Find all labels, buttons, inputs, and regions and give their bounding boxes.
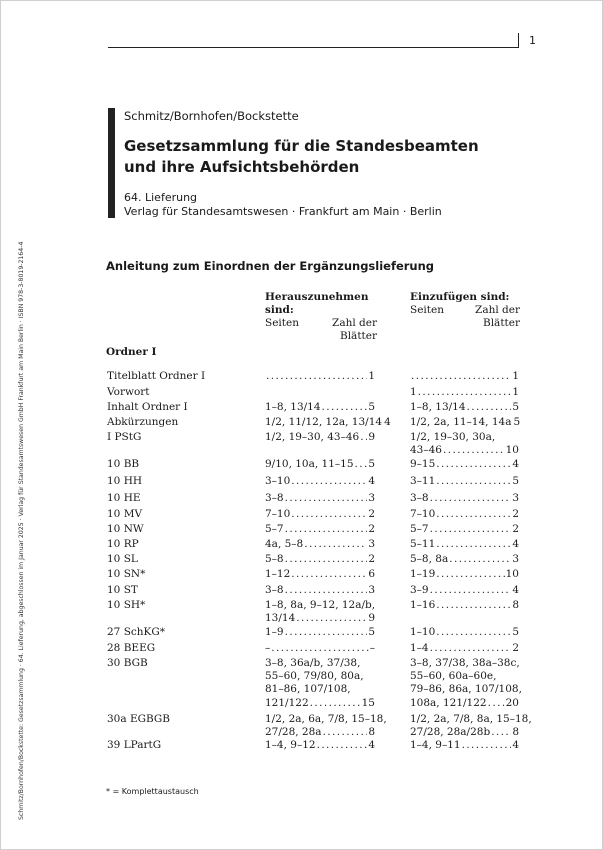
remove-line [265, 458, 375, 471]
remove-line [265, 657, 375, 670]
remove-sheet-count: 9 [368, 431, 375, 443]
dot-leader [436, 626, 511, 639]
dot-leader [436, 475, 511, 488]
dot-leader [285, 553, 368, 566]
remove-sheet-count: 4 [384, 416, 391, 428]
insert-line [410, 538, 519, 551]
insert-line [410, 386, 519, 399]
insert-line [410, 458, 519, 471]
remove-pages: 55–60, 79/80, 80a, [265, 670, 364, 683]
publication-info [124, 191, 442, 219]
insert-cell [410, 642, 519, 655]
remove-cell [265, 458, 375, 471]
insert-pages: 27/28, 28a/28b [410, 726, 491, 739]
footnote: * = Komplettaustausch [106, 787, 199, 796]
remove-line [265, 683, 375, 696]
remove-sheet-count: 5 [368, 401, 375, 413]
insert-sheet-count: 8 [512, 726, 519, 739]
remove-line [265, 713, 387, 726]
row-label: Vorwort [107, 386, 150, 398]
remove-title: Herauszunehmen sind: [265, 291, 369, 316]
dot-leader [488, 697, 505, 710]
insert-sheet-count: 8 [512, 599, 519, 611]
remove-sheet-count: 5 [368, 626, 375, 638]
remove-pages: 81–86, 107/108, [265, 683, 351, 696]
insert-pages: 3–11 [410, 475, 436, 487]
insert-line [410, 657, 519, 670]
insert-cell [410, 538, 519, 551]
remove-pages: 7–10 [265, 508, 291, 520]
insert-sheet-count: 5 [512, 626, 519, 638]
insert-pages: 5–7 [410, 523, 429, 535]
title-line-1: Gesetzsammlung für die Standesbeamten [124, 137, 479, 155]
publisher: Verlag für Standesamtswesen · Frankfurt am Main · Berlin [124, 205, 442, 218]
insert-sheet-count: 4 [512, 584, 519, 596]
remove-cell [265, 568, 375, 581]
dot-leader [436, 458, 511, 471]
dot-leader [291, 475, 367, 488]
remove-pages: 4a, 5–8 [265, 538, 304, 550]
dot-leader [285, 584, 368, 597]
remove-line [265, 599, 375, 612]
remove-line [265, 612, 375, 625]
remove-cell [265, 739, 375, 752]
dot-leader [411, 370, 511, 383]
dot-leader [317, 739, 368, 752]
remove-pages: 121/122 [265, 696, 309, 709]
insert-pages: 1 [410, 386, 417, 398]
row-label: 27 SchKG* [107, 626, 166, 638]
insert-pages-label: Seiten [410, 304, 444, 316]
remove-line [265, 553, 375, 566]
insert-cell [410, 584, 519, 597]
insert-pages: 7–10 [410, 508, 436, 520]
dot-leader [285, 626, 368, 639]
dot-leader [491, 726, 511, 739]
dot-leader [271, 642, 369, 655]
insert-line [410, 726, 519, 739]
remove-sheet-count: 2 [368, 523, 375, 535]
remove-line [265, 568, 375, 581]
remove-line [265, 626, 375, 639]
row-label: 30a EGBGB [107, 713, 171, 725]
remove-sheet-count: 3 [368, 584, 375, 596]
insert-sheet-count: 20 [505, 696, 519, 709]
insert-pages: 43–46 [410, 444, 442, 457]
dot-leader [430, 584, 512, 597]
dot-leader [430, 523, 512, 536]
insert-pages: 1/2, 19–30, 30a, [410, 431, 496, 443]
remove-pages: 27/28, 28a [265, 726, 322, 739]
remove-pages: 9/10, 10a, 11–15 [265, 458, 354, 470]
remove-pages: 3–8 [265, 492, 284, 504]
row-label: 10 BB [107, 458, 140, 470]
remove-line [265, 431, 375, 444]
remove-pages: 1–12 [265, 568, 291, 580]
row-label: 10 HH [107, 475, 143, 487]
row-label: 10 NW [107, 523, 144, 535]
remove-line [265, 584, 375, 597]
remove-line [265, 642, 375, 655]
remove-cell [265, 523, 375, 536]
remove-pages: 5–8 [265, 553, 284, 565]
insert-pages: 9–15 [410, 458, 436, 470]
dot-leader [467, 401, 512, 414]
insert-line [410, 568, 519, 581]
remove-sheet-count: 4 [368, 739, 375, 751]
insert-line [410, 416, 519, 429]
insert-pages: 55–60, 60a–60e, [410, 670, 497, 683]
insert-cell [410, 458, 519, 471]
remove-cell [265, 642, 375, 655]
remove-cell [265, 626, 375, 639]
insert-pages: 1/2, 2a, 11–14, 14a [410, 416, 512, 428]
row-label: 10 RP [107, 538, 139, 550]
remove-pages: 1–9 [265, 626, 284, 638]
dot-leader [323, 726, 368, 739]
insert-count-label-2: Blätter [482, 317, 520, 329]
remove-cell [265, 401, 375, 414]
insert-line [410, 475, 519, 488]
insert-sheet-count: 4 [512, 739, 519, 751]
insert-cell [410, 431, 519, 457]
insert-line [410, 444, 519, 457]
dot-leader [443, 444, 505, 457]
row-label: 28 BEEG [107, 642, 156, 654]
dot-leader [462, 739, 512, 752]
row-label: I PStG [107, 431, 142, 443]
remove-pages: 1/2, 2a, 6a, 7/8, 15–18, [265, 713, 387, 725]
remove-sheet-count: 2 [368, 553, 375, 565]
row-label: Inhalt Ordner I [107, 401, 188, 413]
remove-line [265, 508, 375, 521]
dot-leader [310, 697, 361, 710]
title-bar-accent [108, 108, 115, 218]
insert-line [410, 523, 519, 536]
dot-leader [291, 508, 367, 521]
insert-cell [410, 416, 519, 429]
dot-leader [418, 386, 512, 399]
dot-leader [436, 508, 511, 521]
column-header-remove [265, 291, 377, 343]
insert-pages: 3–8, 37/38, 38a–38c, [410, 657, 520, 669]
dot-leader [304, 538, 367, 551]
insert-pages: 3–8 [410, 492, 429, 504]
remove-cell [265, 508, 375, 521]
row-label: 10 SN* [107, 568, 146, 580]
remove-cell [265, 475, 375, 488]
insert-line [410, 370, 519, 383]
section-title: Ordner I [106, 346, 157, 358]
remove-pages: 3–8, 36a/b, 37/38, [265, 657, 361, 669]
insert-cell [410, 626, 519, 639]
header-rule [108, 47, 519, 48]
remove-sheet-count: 1 [368, 370, 375, 382]
remove-sheet-count: 2 [368, 508, 375, 520]
insert-cell [410, 553, 519, 566]
remove-pages: 1–4, 9–12 [265, 739, 316, 751]
insert-pages: 1–19 [410, 568, 436, 580]
row-label: 10 MV [107, 508, 143, 520]
authors: Schmitz/Bornhofen/Bockstette [124, 109, 299, 123]
insert-line [410, 492, 519, 505]
insert-cell [410, 568, 519, 581]
remove-sheet-count: 5 [368, 458, 375, 470]
insert-sheet-count: 2 [512, 508, 519, 520]
insert-pages: 1–8, 13/14 [410, 401, 466, 413]
insert-cell [410, 401, 519, 414]
row-label: 10 HE [107, 492, 141, 504]
insert-line [410, 739, 519, 752]
dot-leader [436, 538, 511, 551]
remove-count-label: Zahl der [332, 317, 377, 329]
insert-sheet-count: 10 [505, 568, 519, 580]
insert-pages: 1–16 [410, 599, 436, 611]
insert-line [410, 713, 532, 726]
insert-cell [410, 739, 519, 752]
insert-pages: 1–4 [410, 642, 429, 654]
remove-cell [265, 538, 375, 551]
remove-pages: – [265, 642, 271, 654]
remove-count-label-2: Blätter [339, 330, 377, 342]
insert-line [410, 401, 519, 414]
remove-sheet-count: 15 [361, 696, 375, 709]
row-label: 30 BGB [107, 657, 148, 669]
insert-line [410, 599, 519, 612]
insert-sheet-count: 5 [512, 475, 519, 487]
insert-line [410, 642, 519, 655]
insert-line [410, 508, 519, 521]
book-title [124, 136, 504, 178]
insert-sheet-count: 5 [513, 416, 521, 428]
insert-sheet-count: 1 [512, 386, 519, 398]
remove-sheet-count: 8 [368, 726, 375, 739]
insert-line [410, 683, 522, 696]
insert-line [410, 553, 519, 566]
row-label: 10 SL [107, 553, 138, 565]
remove-pages: 3–10 [265, 475, 291, 487]
title-line-2: und ihre Aufsichtsbehörden [124, 158, 360, 176]
dot-leader [291, 568, 367, 581]
insert-pages: 1–4, 9–11 [410, 739, 461, 751]
dot-leader [285, 523, 368, 536]
dot-leader [296, 612, 367, 625]
remove-line [265, 697, 375, 710]
insert-line [410, 670, 519, 683]
remove-cell [265, 657, 375, 710]
insert-pages: 3–9 [410, 584, 429, 596]
remove-cell [265, 713, 387, 739]
remove-sheet-count: 9 [368, 612, 375, 625]
row-label: Titelblatt Ordner I [107, 370, 206, 382]
remove-pages: 13/14 [265, 612, 296, 625]
insert-pages: 1–10 [410, 626, 436, 638]
remove-line [265, 416, 391, 429]
remove-cell [265, 584, 375, 597]
remove-line [265, 739, 375, 752]
dot-leader [322, 401, 368, 414]
insert-cell [410, 713, 532, 739]
insert-title: Einzufügen sind: [410, 291, 510, 303]
remove-cell [265, 492, 375, 505]
page-number: 1 [529, 34, 536, 47]
insert-line [410, 697, 519, 710]
remove-sheet-count: – [369, 642, 375, 654]
dot-leader [449, 553, 511, 566]
dot-leader [436, 599, 511, 612]
remove-line [265, 523, 375, 536]
column-header-insert [410, 291, 520, 330]
remove-line [265, 370, 375, 383]
remove-pages: 1/2, 11/12, 12a, 13/14 [265, 416, 383, 428]
remove-line [265, 670, 375, 683]
insert-sheet-count: 10 [505, 444, 519, 457]
remove-sheet-count: 4 [368, 475, 375, 487]
dot-leader [285, 492, 368, 505]
remove-pages-label: Seiten [265, 317, 299, 329]
remove-line [265, 726, 375, 739]
remove-line [265, 401, 375, 414]
remove-sheet-count: 6 [368, 568, 375, 580]
header-tick [518, 33, 519, 48]
insert-line [410, 584, 519, 597]
dot-leader [360, 431, 367, 444]
dot-leader [430, 642, 512, 655]
remove-pages: 1–8, 13/14 [265, 401, 321, 413]
insert-sheet-count: 2 [512, 642, 519, 654]
remove-line [265, 492, 375, 505]
remove-line [265, 475, 375, 488]
remove-cell [265, 553, 375, 566]
remove-cell [265, 431, 375, 444]
row-label: 39 LPartG [107, 739, 162, 751]
insert-sheet-count: 3 [512, 553, 519, 565]
insert-cell [410, 370, 519, 383]
delivery: 64. Lieferung [124, 191, 198, 204]
insert-sheet-count: 3 [512, 492, 519, 504]
insert-cell [410, 386, 519, 399]
insert-pages: 1/2, 2a, 7/8, 8a, 15–18, [410, 713, 532, 725]
insert-cell [410, 492, 519, 505]
insert-sheet-count: 4 [512, 538, 519, 550]
remove-line [265, 538, 375, 551]
remove-pages: 3–8 [265, 584, 284, 596]
instructions-heading: Anleitung zum Einordnen der Ergänzungslieferung [106, 259, 435, 273]
dot-leader [355, 458, 368, 471]
remove-cell [265, 599, 375, 625]
row-label: 10 ST [107, 584, 138, 596]
insert-cell [410, 599, 519, 612]
row-label: 10 SH* [107, 599, 146, 611]
insert-sheet-count: 4 [512, 458, 519, 470]
dot-leader [430, 492, 512, 505]
remove-sheet-count: 3 [368, 492, 375, 504]
remove-cell [265, 370, 375, 383]
remove-pages: 1–8, 8a, 9–12, 12a/b, [265, 599, 376, 611]
row-label: Abkürzungen [107, 416, 179, 428]
dot-leader [436, 568, 504, 581]
insert-count-label: Zahl der [475, 304, 520, 316]
insert-pages: 5–8, 8a [410, 553, 449, 565]
insert-sheet-count: 5 [512, 401, 519, 413]
insert-pages: 5–11 [410, 538, 436, 550]
insert-cell [410, 508, 519, 521]
remove-cell [265, 416, 391, 429]
insert-cell [410, 657, 522, 710]
insert-sheet-count: 1 [512, 370, 519, 382]
insert-pages: 108a, 121/122 [410, 696, 487, 709]
insert-line [410, 431, 519, 444]
dot-leader [266, 370, 367, 383]
insert-pages: 79–86, 86a, 107/108, [410, 683, 522, 696]
remove-pages: 5–7 [265, 523, 284, 535]
remove-sheet-count: 3 [368, 538, 375, 550]
side-imprint: Schmitz/Bornhofen/Bockstette: Gesetzsammlung · 64. Lieferung, abgeschlossen im Januar 2025 · Verlag für Standesamtswesen GmbH Frankfurt am Main Berlin · ISBN 978-3-8019-2164-4 [18, 241, 25, 820]
insert-line [410, 626, 519, 639]
insert-cell [410, 523, 519, 536]
insert-cell [410, 475, 519, 488]
insert-sheet-count: 2 [512, 523, 519, 535]
remove-pages: 1/2, 19–30, 43–46 [265, 431, 360, 443]
